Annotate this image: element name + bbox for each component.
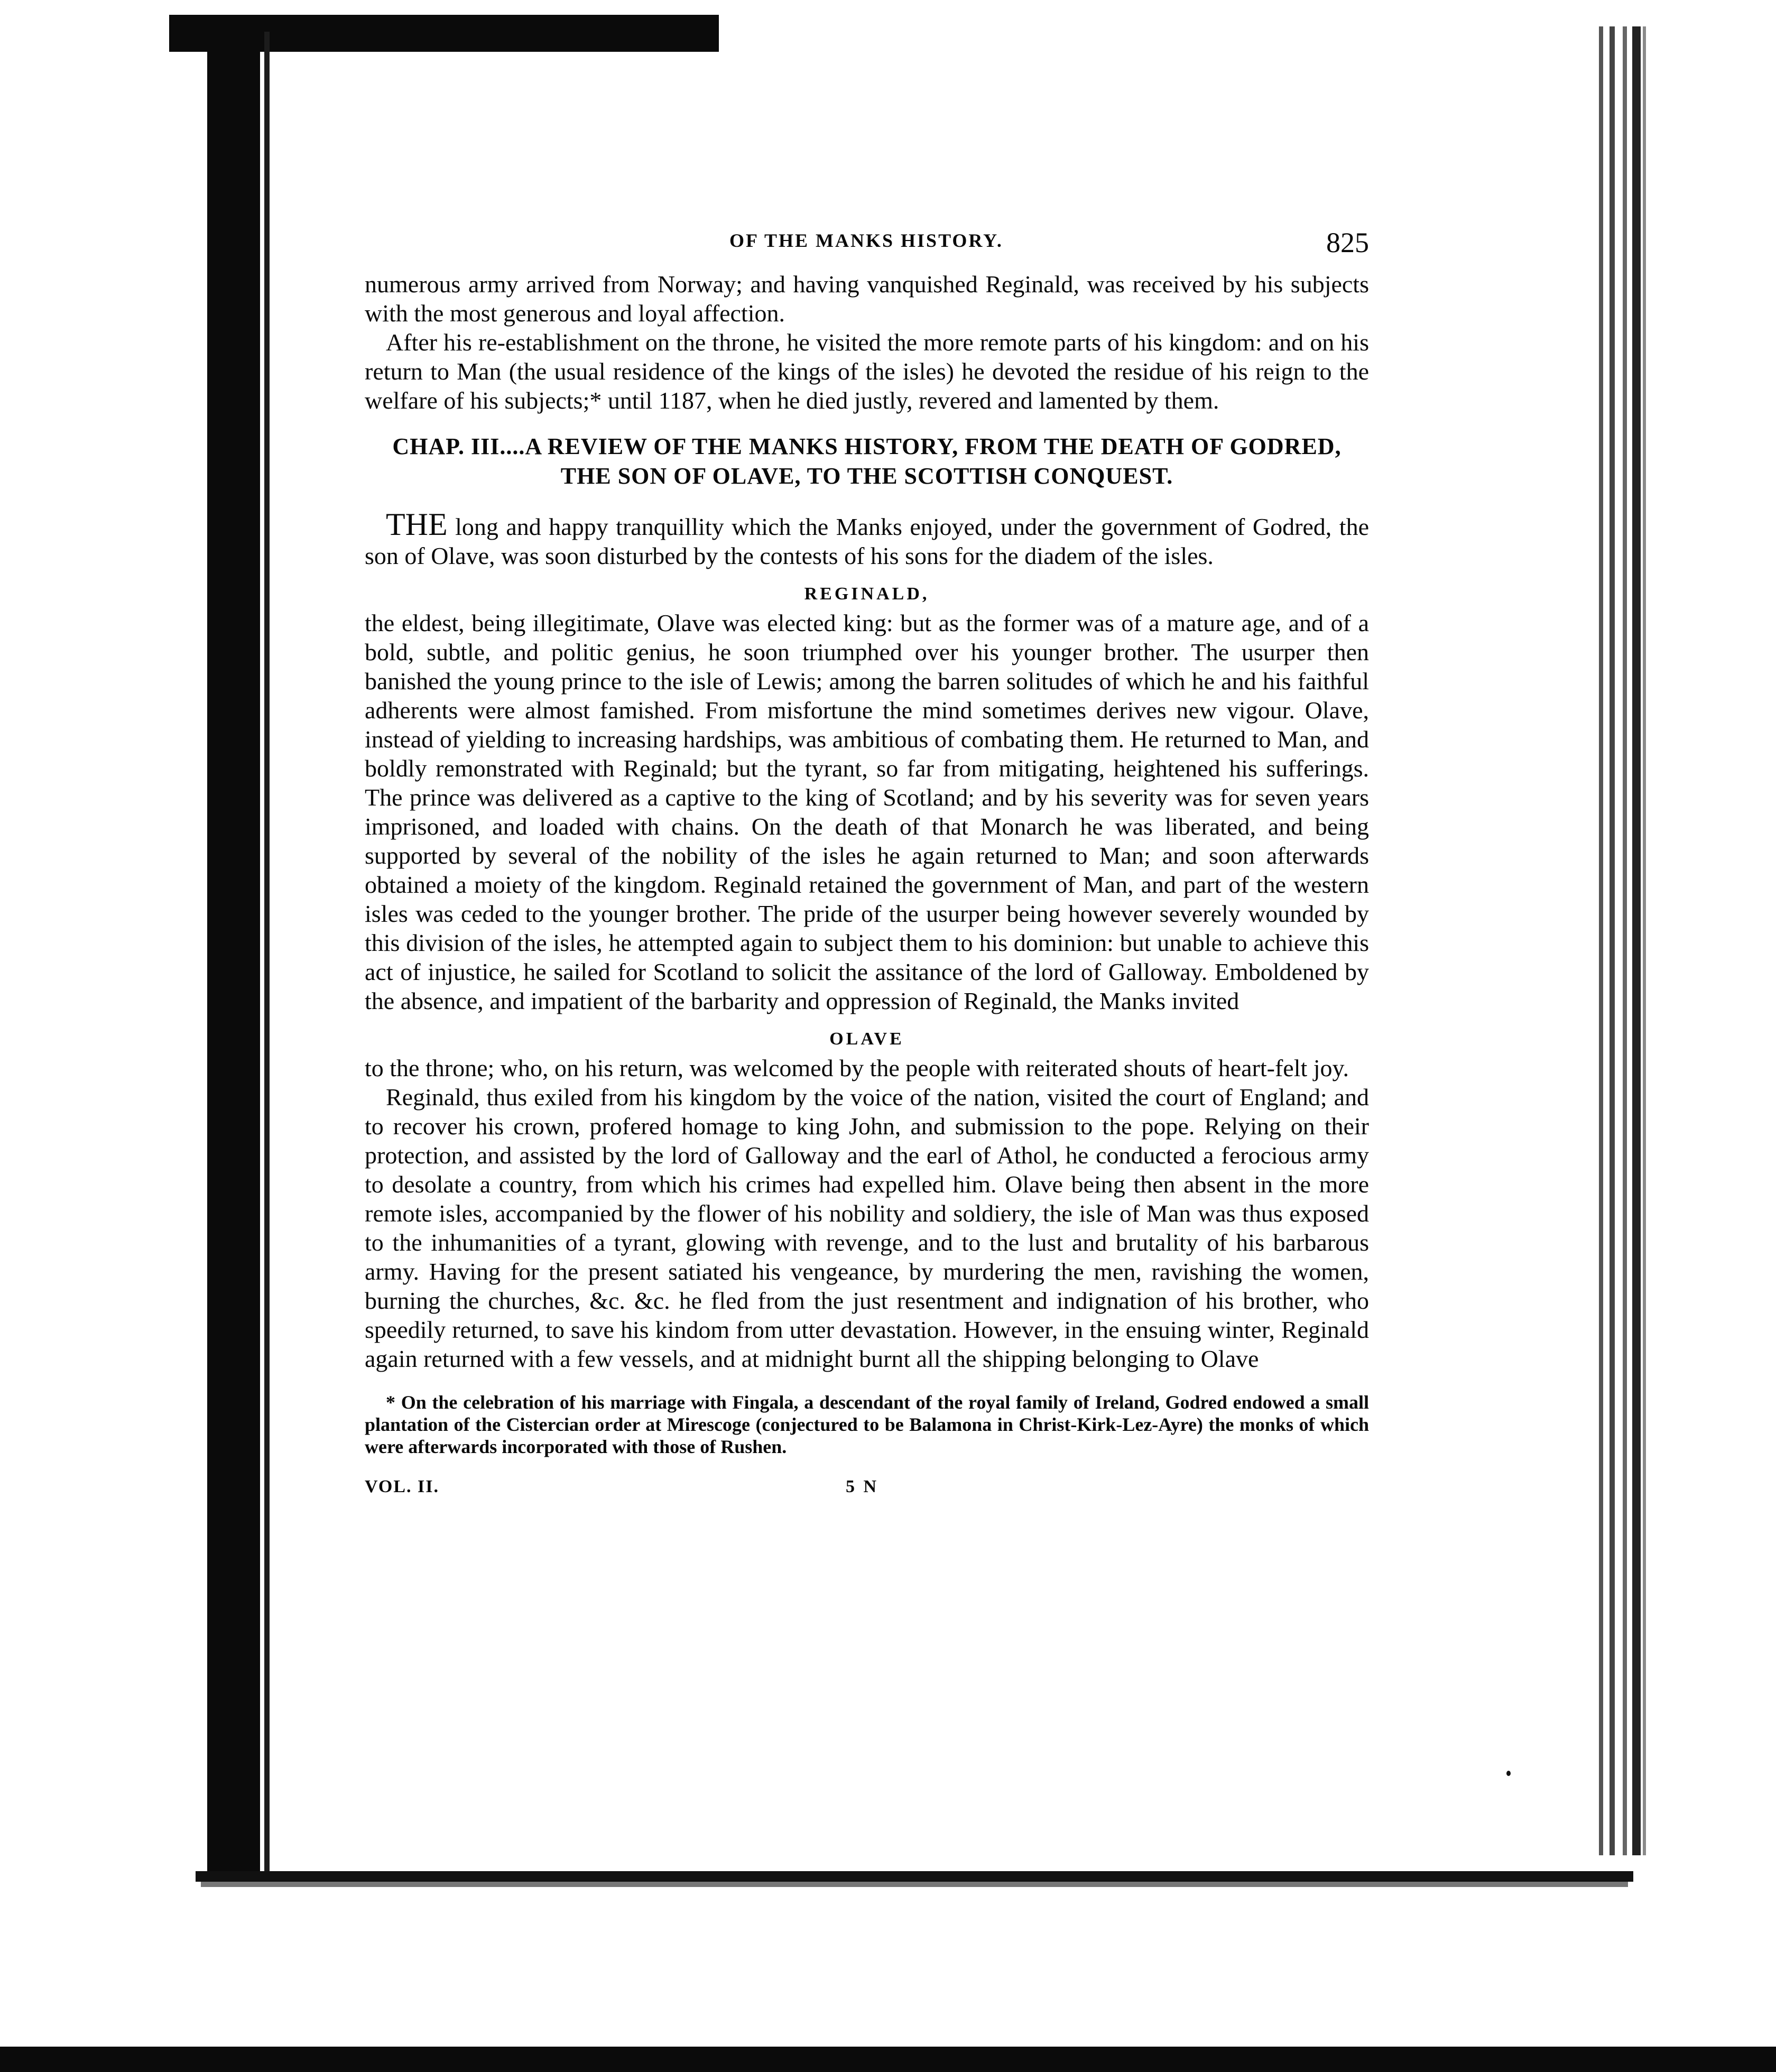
paragraph: to the throne; who, on his return, was welcomed by the people with reiterated shouts of heart-felt joy.: [365, 1054, 1349, 1081]
page-stack-edge: [1610, 26, 1615, 1855]
paragraph: the eldest, being illegitimate, Olave was elected king: but as the former was of a mature age, and of a bold, subtle, and politic genius, he soon triumphed over his younger brother. The usurper then banished the young prince to the isle of Lewis; among the barren solitudes of which he and his faithful adherents were almost famished. From misfortune the mind sometimes derives new vigour. Olave, instead of yielding to increasing hardships, was ambitious of combating them. He returned to Man, and boldly remonstrated with Reginald; but the tyrant, so far from mitigating, heightened his sufferings. The prince was delivered as a captive to the king of Scotland; and by his severity was for seven years imprisoned, and loaded with chains. On the death of that Monarch he was liberated, and being supported by several of the nobility of the isles he again returned to Man; and soon afterwards obtained a moiety of the kingdom. Reginald retained the government of Man, and part of the western isles was ceded to the younger brother. The pride of the usurper being however severely wounded by this division of the isles, he attempted again to subject them to his dominion: but unable to achieve this act of injustice, he sailed for Scotland to solicit the assitance of the lord of Galloway. Emboldened by the absence, and impatient of the barbarity and oppression of Reginald, the Manks invited: [365, 609, 1369, 1014]
chapter-heading: [365, 432, 1369, 491]
book-page: [365, 222, 1369, 1509]
signature-mark: 5 N: [846, 1477, 879, 1496]
page-bottom-edge: [196, 1871, 1633, 1882]
page-stack-edge: [1632, 26, 1641, 1855]
paragraph: After his re-establishment on the throne, he visited the more remote parts of his kingdom: and on his return to Man (the usual residence of the kings of the isles) he devoted the residue of his reign to the welfare of his subjects;* until 1187, when he died justly, revered and lamented by them.: [365, 329, 1369, 414]
footnote: * On the celebration of his marriage with Fingala, a descendant of the royal family of Ireland, Godred endowed a small plantation of the Cistercian order at Mirescoge (conjectured to be Balamona in Christ-Kirk-Lez-Ayre) the monks of which were afterwards incorporated with those of Rushen.: [365, 1392, 1369, 1457]
paragraph: Reginald, thus exiled from his kingdom by the voice of the nation, visited the court of England; and to recover his crown, profered homage to king John, and submission to the pope. Relying on their protection, and assisted by the lord of Galloway and the earl of Athol, he conducted a ferocious army to desolate a country, from which his crimes had expelled him. Olave being then absent in the more remote isles, accompanied by the flower of his nobility and soldiery, the isle of Man was thus exposed to the inhumanities of a tyrant, glowing with revenge, and to the lust and brutality of his barbarous army. Having for the present satiated his vengeance, by murdering the men, ravishing the women, burning the churches, &c. &c. he fled from the just resentment and indignation of his brother, who speedily returned, to save his kindom from utter devastation. However, in the ensuing winter, Reginald again returned with a few vessels, and at midnight burnt all the shipping belonging to Olave: [365, 1084, 1369, 1372]
signature-line: [365, 1477, 1369, 1509]
opening-text: long and happy tranquillity which the Manks enjoyed, under the government of Godred, the son of Olave, was soon disturbed by the contests of his sons for the diadem of the isles.: [365, 513, 1369, 569]
chapter-heading-line: CHAP. III....A REVIEW OF THE MANKS HISTORY, FROM THE DEATH OF GODRED,: [392, 433, 1342, 459]
opening-paragraph: [365, 507, 1369, 570]
volume-label: VOL. II.: [365, 1477, 439, 1496]
page-bottom-shadow: [201, 1882, 1628, 1887]
section-heading-olave: OLAVE: [829, 1029, 904, 1049]
section-heading-reginald: REGINALD,: [804, 584, 930, 604]
scan-frame-left: [207, 21, 260, 1884]
scan-speck: [1506, 1771, 1511, 1776]
running-title: OF THE MANKS HISTORY.: [729, 230, 1003, 251]
page-stack-edge: [1599, 26, 1603, 1855]
opening-word: THE: [386, 507, 448, 542]
page-number: 825: [1326, 227, 1369, 258]
scan-frame-bottom: [0, 2047, 1776, 2072]
page-stack-edge: [1623, 26, 1627, 1855]
page-gutter-shadow: [264, 32, 270, 1882]
paragraph: numerous army arrived from Norway; and having vanquished Reginald, was received by his subjects with the most generous and loyal affection.: [365, 271, 1369, 327]
running-head: [365, 222, 1369, 270]
page-stack-edge: [1643, 26, 1646, 1855]
chapter-heading-line: THE SON OF OLAVE, TO THE SCOTTISH CONQUEST.: [560, 463, 1173, 489]
